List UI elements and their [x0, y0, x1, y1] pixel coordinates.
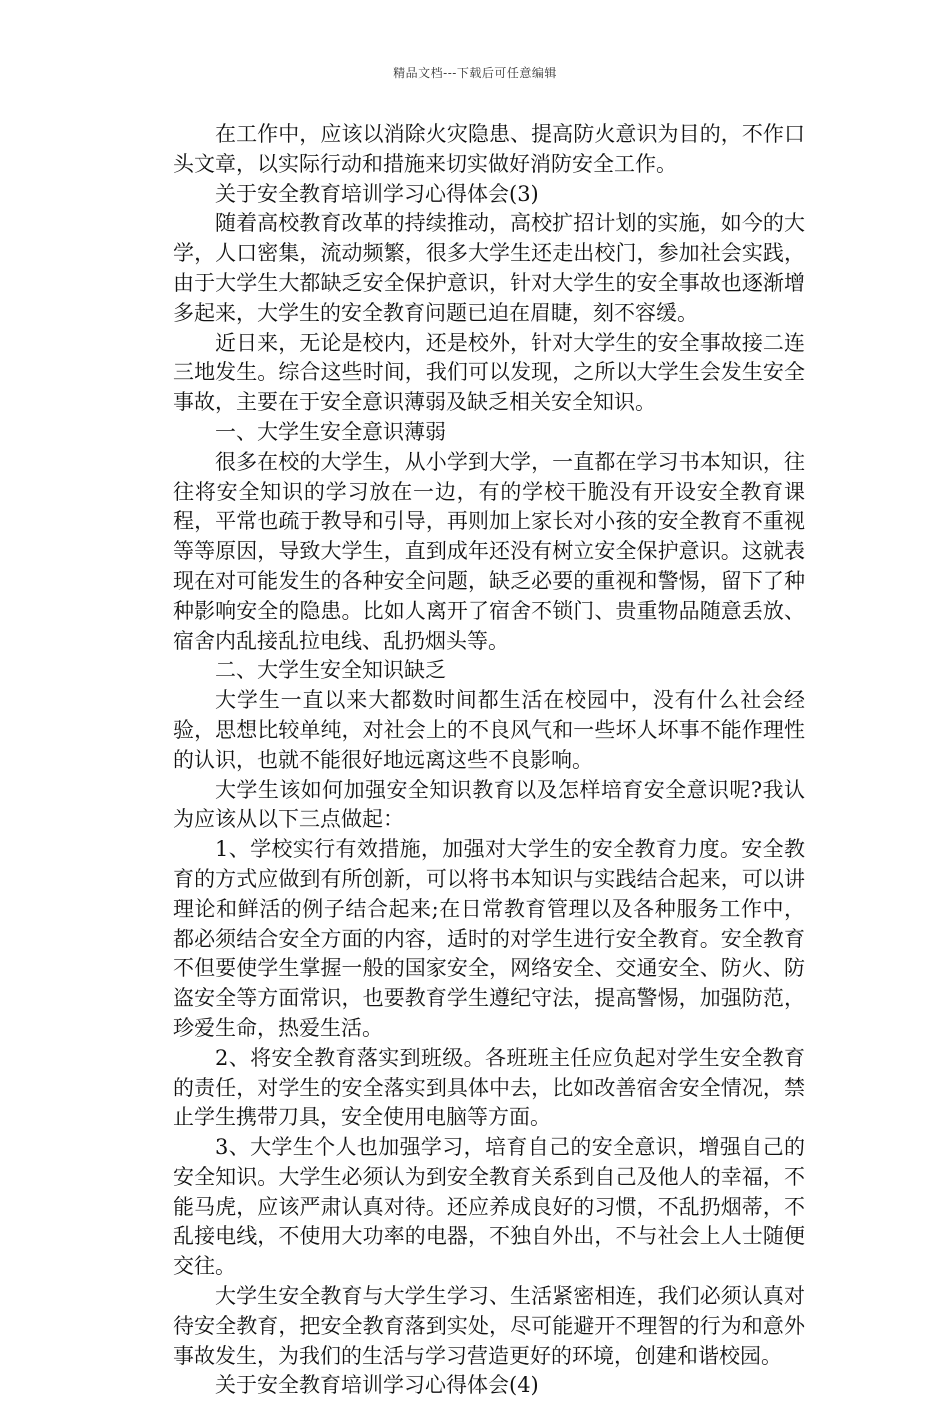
paragraph-question: 大学生该如何加强安全知识教育以及怎样培育安全意识呢?我认为应该从以下三点做起：	[173, 777, 805, 832]
paragraph-awareness: 很多在校的大学生，从小学到大学，一直都在学习书本知识，往往将安全知识的学习放在一边，有的学校干脆没有开设安全教育课程，平常也疏于教导和引导，再则加上家长对小孩的安全教育不重视等等原因，导致大学生，直到成年还没有树立安全保护意识。这就表现在对可能发生的各种安全问题，缺乏必要的重视和警惕，留下了种种影响安全的隐患。比如人离开了宿舍不锁门、贵重物品随意丢放、宿舍内乱接乱拉电线、乱扔烟头等。	[173, 449, 805, 653]
paragraph-recent-incidents: 近日来，无论是校内，还是校外，针对大学生的安全事故接二连三地发生。综合这些时间，我们可以发现，之所以大学生会发生安全事故，主要在于安全意识薄弱及缺乏相关安全知识。	[173, 330, 805, 415]
section-heading-4: 关于安全教育培训学习心得体会(4)	[215, 1373, 539, 1398]
section-heading-3: 关于安全教育培训学习心得体会(3)	[215, 181, 539, 206]
paragraph-conclusion: 大学生安全教育与大学生学习、生活紧密相连，我们必须认真对待安全教育，把安全教育落到实处，尽可能避开不理智的行为和意外事故发生，为我们的生活与学习营造更好的环境，创建和谐校园。	[173, 1284, 805, 1368]
paragraph-intro: 随着高校教育改革的持续推动，高校扩招计划的实施，如今的大学，人口密集，流动频繁，很多大学生还走出校门，参加社会实践，由于大学生大都缺乏安全保护意识，针对大学生的安全事故也逐渐增多起来，大学生的安全教育问题已迫在眉睫，刻不容缓。	[173, 211, 805, 325]
page-header: 精品文档---下载后可任意编辑	[393, 66, 557, 80]
document-body	[173, 120, 805, 1401]
list-item-2: 2、将安全教育落实到班级。各班班主任应负起对学生安全教育的责任，对学生的安全落实到具体中去，比如改善宿舍安全情况，禁止学生携带刀具，安全使用电脑等方面。	[173, 1045, 805, 1130]
list-item-1: 1、学校实行有效措施，加强对大学生的安全教育力度。安全教育的方式应做到有所创新，可以将书本知识与实践结合起来，可以讲理论和鲜活的例子结合起来;在日常教育管理以及各种服务工作中，都必须结合安全方面的内容，适时的对学生进行安全教育。安全教育不但要使学生掌握一般的国家安全，网络安全、交通安全、防火、防盗安全等方面常识，也要教育学生遵纪守法，提高警惕，加强防范，珍爱生命，热爱生活。	[173, 837, 805, 1040]
subheading-knowledge-lacking: 二、大学生安全知识缺乏	[215, 658, 446, 683]
paragraph-fire-safety-conclusion: 在工作中，应该以消除火灾隐患、提高防火意识为目的，不作口头文章，以实际行动和措施来切实做好消防安全工作。	[173, 122, 805, 176]
paragraph-knowledge: 大学生一直以来大都数时间都生活在校园中，没有什么社会经验，思想比较单纯，对社会上的不良风气和一些坏人坏事不能作理性的认识，也就不能很好地远离这些不良影响。	[173, 688, 805, 772]
list-item-3: 3、大学生个人也加强学习，培育自己的安全意识，增强自己的安全知识。大学生必须认为到安全教育关系到自己及他人的幸福，不能马虎，应该严肃认真对待。还应养成良好的习惯，不乱扔烟蒂，不乱接电线，不使用大功率的电器，不独自外出，不与社会上人士随便交往。	[173, 1135, 805, 1279]
subheading-awareness-weak: 一、大学生安全意识薄弱	[215, 419, 446, 444]
